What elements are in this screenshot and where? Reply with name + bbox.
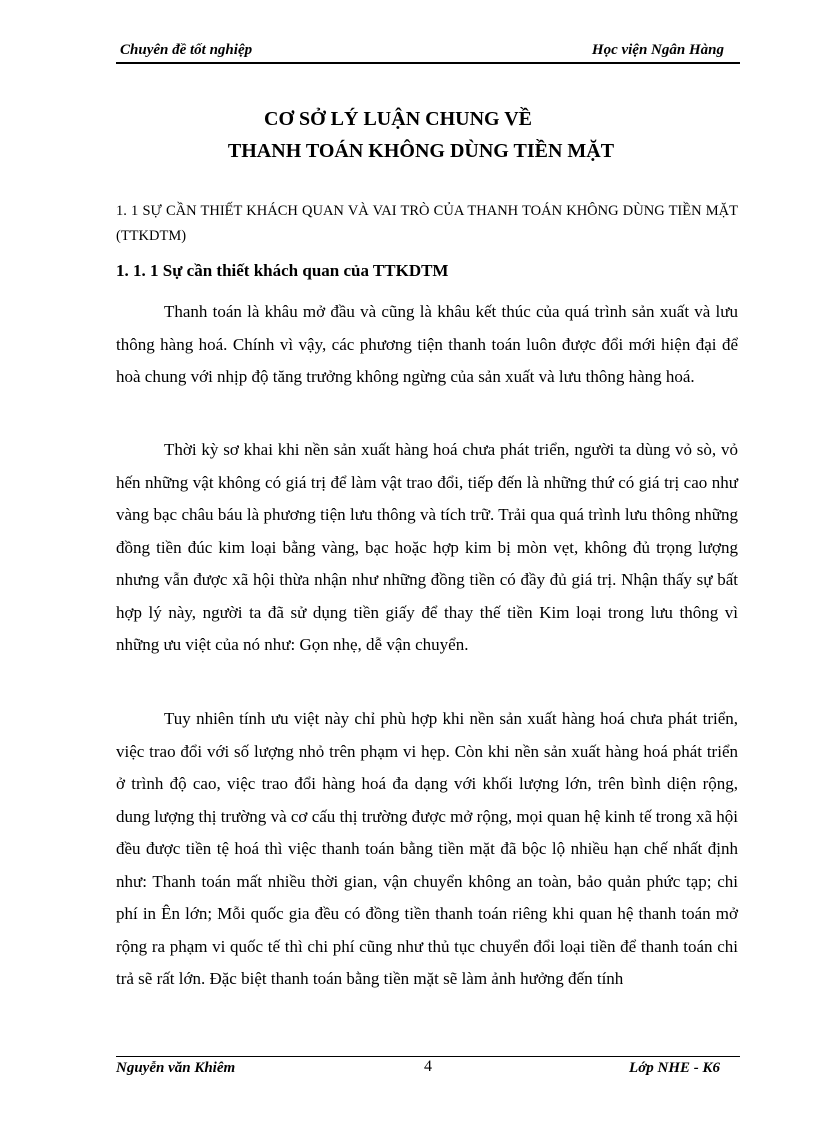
subsection-heading: 1. 1. 1 Sự cần thiết khách quan của TTKDTM [116,261,449,280]
footer-class: Lớp NHE - K6 [629,1060,720,1076]
header-document-type: Chuyên đề tốt nghiệp [120,42,253,58]
page-number: 4 [424,1058,432,1075]
footer-divider [116,1056,740,1057]
section-heading: 1. 1 SỰ CẦN THIẾT KHÁCH QUAN VÀ VAI TRÒ CỦA THANH TOÁN KHÔNG DÙNG TIỀN MẶT (TTKDTM) [116,203,738,244]
chapter-title [116,103,740,167]
body-paragraph-3: Tuy nhiên tính ưu việt này chỉ phù hợp khi nền sản xuất hàng hoá chưa phát triển, việc trao đổi với số lượng nhỏ trên phạm vi hẹp. Còn khi nền sản xuất hàng hoá phát triển ở trình độ cao, việc trao đổi hàng hoá đa dạng với khối lượng lớn, trên bình diện rộng, dung lượng thị trường và cơ cấu thị trường được mở rộng, mọi quan hệ kinh tế trong xã hội đều được tiền tệ hoá thì việc thanh toán bằng tiền mặt đã bộc lộ nhiều hạn chế nhất định như: Thanh toán mất nhiều thời gian, vận chuyển không an toàn, bảo quản phức tạp; chi phí in Ên lớn; Mỗi quốc gia đều có đồng tiền thanh toán riêng khi quan hệ thanh toán mở rộng ra phạm vi quốc tế thì chi phí cũng như thủ tục chuyển đổi loại tiền để thanh toán chi trả sẽ rất lớn. Đặc biệt thanh toán bằng tiền mặt sẽ làm ảnh hưởng đến tính [116,709,738,988]
body-paragraph-1: Thanh toán là khâu mở đầu và cũng là khâu kết thúc của quá trình sản xuất và lưu thông hàng hoá. Chính vì vậy, các phương tiện thanh toán luôn được đổi mới hiện đại để hoà chung với nhịp độ tăng trưởng không ngừng của sản xuất và lưu thông hàng hoá. [116,302,738,386]
chapter-title-line-2: THANH TOÁN KHÔNG DÙNG TIỀN MẶT [227,140,615,162]
footer-author: Nguyễn văn Khiêm [116,1060,236,1076]
header-institution: Học viện Ngân Hàng [591,42,724,58]
body-paragraph-2: Thời kỳ sơ khai khi nền sản xuất hàng hoá chưa phát triển, người ta dùng vỏ sò, vỏ hến những vật không có giá trị để làm vật trao đổi, tiếp đến là những thứ có giá trị cao như vàng bạc châu báu là phương tiện lưu thông và tích trữ. Trải qua quá trình lưu thông những đồng tiền đúc kim loại bằng vàng, bạc hoặc hợp kim bị mòn vẹt, không đủ trọng lượng nhưng vẫn được xã hội thừa nhận như những đồng tiền có đầy đủ giá trị. Nhận thấy sự bất hợp lý này, người ta đã sử dụng tiền giấy để thay thế tiền Kim loại trong lưu thông vì những ưu việt của nó như: Gọn nhẹ, dễ vận chuyển. [116,440,738,654]
page-header [116,40,740,64]
chapter-title-line-1: CƠ SỞ LÝ LUẬN CHUNG VỀ [264,108,532,130]
